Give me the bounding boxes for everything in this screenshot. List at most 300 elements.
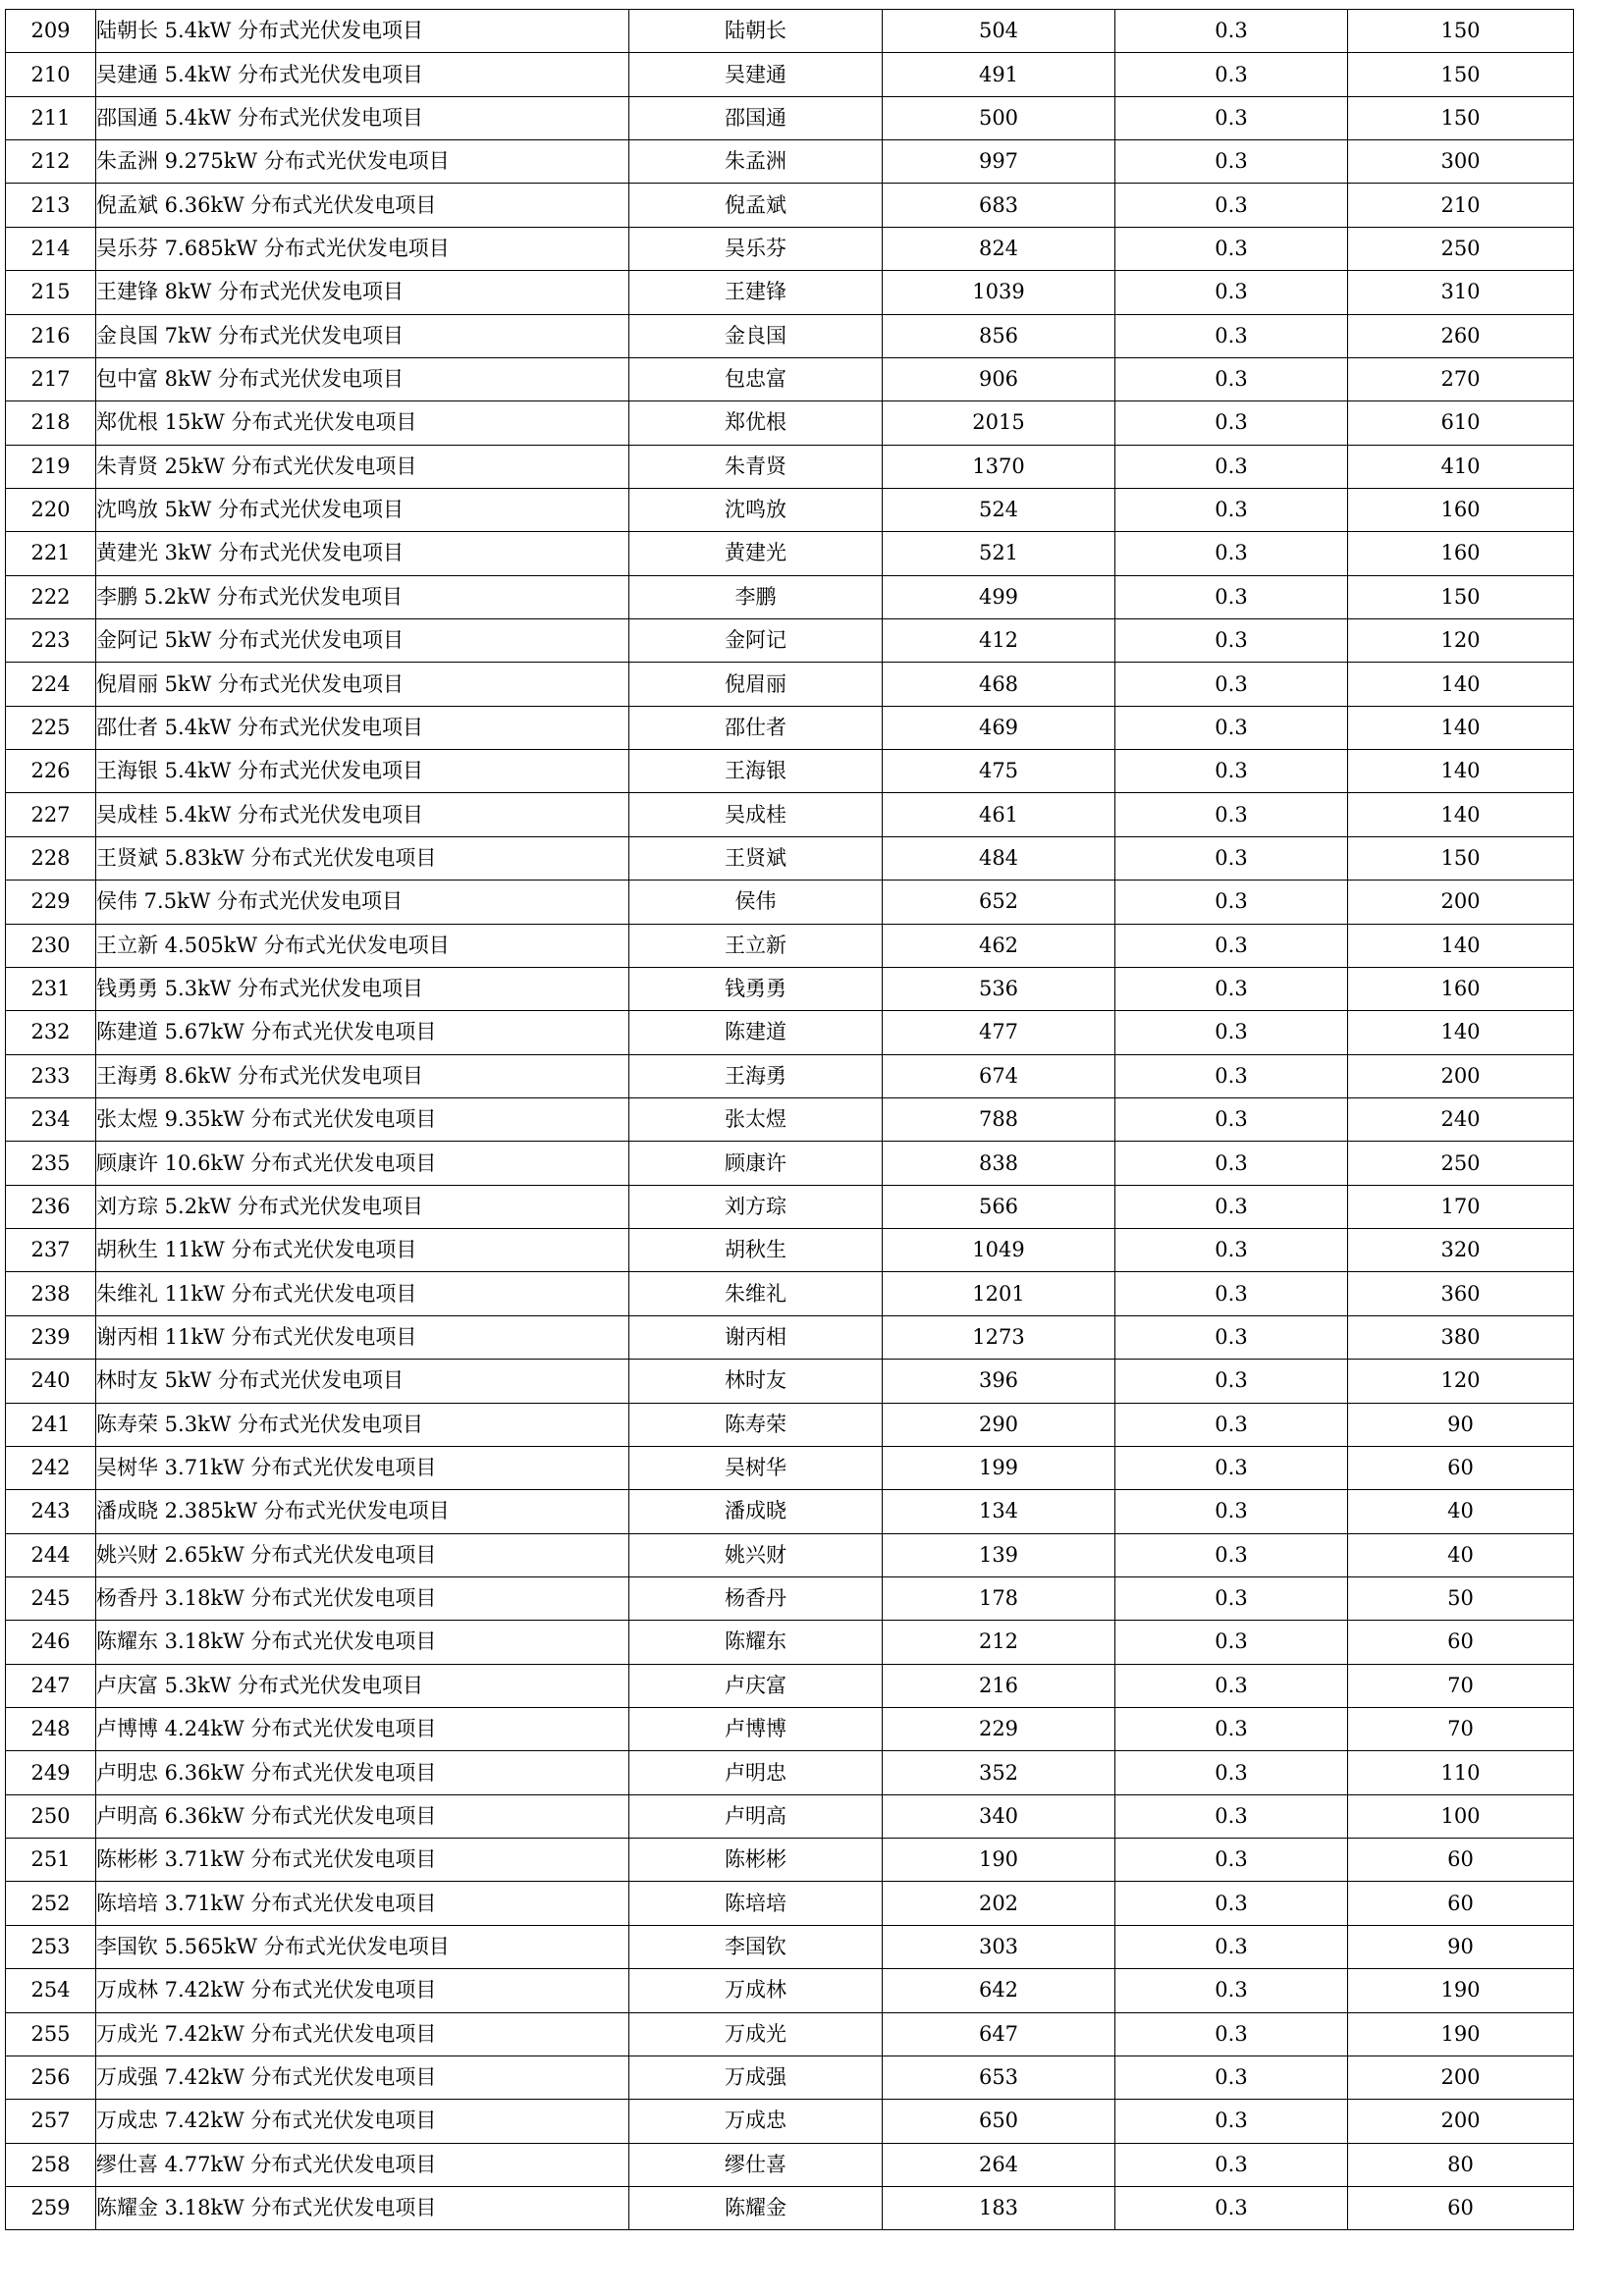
generation-cell: 653 [883,2056,1115,2099]
project-name-cell: 陈耀金 3.18kW 分布式光伏发电项目 [96,2186,629,2229]
rate-cell: 0.3 [1115,1533,1348,1576]
generation-cell: 997 [883,140,1115,184]
amount-cell: 300 [1348,140,1574,184]
table-row [6,1533,1574,1576]
row-number-cell: 218 [6,401,96,445]
row-number-cell: 254 [6,1969,96,2012]
project-name-cell: 李鹏 5.2kW 分布式光伏发电项目 [96,575,629,618]
amount-cell: 260 [1348,314,1574,357]
row-number-cell: 241 [6,1403,96,1446]
amount-cell: 250 [1348,227,1574,270]
row-number-cell: 240 [6,1360,96,1403]
generation-cell: 652 [883,881,1115,924]
amount-cell: 90 [1348,1925,1574,1968]
rate-cell: 0.3 [1115,881,1348,924]
owner-name-cell: 王海银 [629,750,883,793]
owner-name-cell: 钱勇勇 [629,967,883,1010]
project-name-cell: 缪仕喜 4.77kW 分布式光伏发电项目 [96,2143,629,2186]
generation-cell: 1201 [883,1272,1115,1315]
row-number-cell: 249 [6,1751,96,1794]
rate-cell: 0.3 [1115,1185,1348,1228]
generation-cell: 683 [883,184,1115,227]
rate-cell: 0.3 [1115,1490,1348,1533]
generation-cell: 838 [883,1142,1115,1185]
owner-name-cell: 刘方琮 [629,1185,883,1228]
table-row [6,184,1574,227]
generation-cell: 499 [883,575,1115,618]
project-name-cell: 王建锋 8kW 分布式光伏发电项目 [96,271,629,314]
table-row [6,1011,1574,1054]
table-row [6,2143,1574,2186]
project-name-cell: 侯伟 7.5kW 分布式光伏发电项目 [96,881,629,924]
generation-cell: 290 [883,1403,1115,1446]
owner-name-cell: 王贤斌 [629,836,883,880]
amount-cell: 200 [1348,1054,1574,1097]
project-name-cell: 顾康许 10.6kW 分布式光伏发电项目 [96,1142,629,1185]
table-row [6,53,1574,96]
table-row [6,1882,1574,1925]
rate-cell: 0.3 [1115,967,1348,1010]
amount-cell: 360 [1348,1272,1574,1315]
generation-cell: 500 [883,96,1115,139]
table-row [6,445,1574,488]
row-number-cell: 232 [6,1011,96,1054]
table-row [6,2100,1574,2143]
owner-name-cell: 万成忠 [629,2100,883,2143]
row-number-cell: 233 [6,1054,96,1097]
amount-cell: 380 [1348,1315,1574,1359]
rate-cell: 0.3 [1115,619,1348,663]
rate-cell: 0.3 [1115,1142,1348,1185]
generation-cell: 396 [883,1360,1115,1403]
project-name-cell: 潘成晓 2.385kW 分布式光伏发电项目 [96,1490,629,1533]
amount-cell: 70 [1348,1708,1574,1751]
amount-cell: 270 [1348,357,1574,400]
generation-cell: 303 [883,1925,1115,1968]
owner-name-cell: 卢庆富 [629,1664,883,1707]
row-number-cell: 216 [6,314,96,357]
amount-cell: 310 [1348,271,1574,314]
amount-cell: 50 [1348,1576,1574,1620]
owner-name-cell: 倪孟斌 [629,184,883,227]
table-row [6,1576,1574,1620]
rate-cell: 0.3 [1115,1664,1348,1707]
owner-name-cell: 王立新 [629,924,883,967]
owner-name-cell: 张太煜 [629,1097,883,1141]
row-number-cell: 235 [6,1142,96,1185]
rate-cell: 0.3 [1115,706,1348,749]
row-number-cell: 239 [6,1315,96,1359]
row-number-cell: 242 [6,1446,96,1489]
amount-cell: 240 [1348,1097,1574,1141]
owner-name-cell: 王海勇 [629,1054,883,1097]
project-name-cell: 朱孟洲 9.275kW 分布式光伏发电项目 [96,140,629,184]
project-name-cell: 王海银 5.4kW 分布式光伏发电项目 [96,750,629,793]
amount-cell: 140 [1348,750,1574,793]
rate-cell: 0.3 [1115,184,1348,227]
generation-cell: 788 [883,1097,1115,1141]
table-row [6,1969,1574,2012]
project-name-cell: 倪孟斌 6.36kW 分布式光伏发电项目 [96,184,629,227]
amount-cell: 160 [1348,532,1574,575]
project-name-cell: 卢庆富 5.3kW 分布式光伏发电项目 [96,1664,629,1707]
owner-name-cell: 杨香丹 [629,1576,883,1620]
rate-cell: 0.3 [1115,1054,1348,1097]
project-name-cell: 杨香丹 3.18kW 分布式光伏发电项目 [96,1576,629,1620]
owner-name-cell: 李鹏 [629,575,883,618]
amount-cell: 160 [1348,488,1574,531]
project-name-cell: 金阿记 5kW 分布式光伏发电项目 [96,619,629,663]
table-row [6,663,1574,706]
amount-cell: 410 [1348,445,1574,488]
project-name-cell: 陆朝长 5.4kW 分布式光伏发电项目 [96,10,629,53]
row-number-cell: 259 [6,2186,96,2229]
rate-cell: 0.3 [1115,96,1348,139]
project-name-cell: 包中富 8kW 分布式光伏发电项目 [96,357,629,400]
amount-cell: 90 [1348,1403,1574,1446]
project-name-cell: 朱青贤 25kW 分布式光伏发电项目 [96,445,629,488]
rate-cell: 0.3 [1115,2186,1348,2229]
table-row [6,619,1574,663]
amount-cell: 160 [1348,967,1574,1010]
owner-name-cell: 吴成桂 [629,793,883,836]
amount-cell: 190 [1348,2012,1574,2056]
table-row [6,2186,1574,2229]
project-name-cell: 卢明高 6.36kW 分布式光伏发电项目 [96,1794,629,1838]
owner-name-cell: 缪仕喜 [629,2143,883,2186]
project-name-cell: 吴建通 5.4kW 分布式光伏发电项目 [96,53,629,96]
owner-name-cell: 李国钦 [629,1925,883,1968]
table-body [6,10,1574,2230]
amount-cell: 110 [1348,1751,1574,1794]
owner-name-cell: 陈耀金 [629,2186,883,2229]
project-name-cell: 沈鸣放 5kW 分布式光伏发电项目 [96,488,629,531]
amount-cell: 190 [1348,1969,1574,2012]
generation-cell: 1049 [883,1229,1115,1272]
generation-cell: 183 [883,2186,1115,2229]
owner-name-cell: 吴乐芬 [629,227,883,270]
generation-cell: 642 [883,1969,1115,2012]
row-number-cell: 219 [6,445,96,488]
owner-name-cell: 陈寿荣 [629,1403,883,1446]
owner-name-cell: 侯伟 [629,881,883,924]
generation-cell: 566 [883,1185,1115,1228]
amount-cell: 70 [1348,1664,1574,1707]
generation-cell: 477 [883,1011,1115,1054]
rate-cell: 0.3 [1115,2100,1348,2143]
row-number-cell: 238 [6,1272,96,1315]
generation-cell: 468 [883,663,1115,706]
generation-cell: 264 [883,2143,1115,2186]
owner-name-cell: 林时友 [629,1360,883,1403]
project-name-cell: 卢博博 4.24kW 分布式光伏发电项目 [96,1708,629,1751]
generation-cell: 412 [883,619,1115,663]
amount-cell: 60 [1348,2186,1574,2229]
amount-cell: 120 [1348,619,1574,663]
rate-cell: 0.3 [1115,1969,1348,2012]
table-row [6,1142,1574,1185]
project-name-cell: 李国钦 5.565kW 分布式光伏发电项目 [96,1925,629,1968]
rate-cell: 0.3 [1115,793,1348,836]
project-name-cell: 万成林 7.42kW 分布式光伏发电项目 [96,1969,629,2012]
project-name-cell: 陈彬彬 3.71kW 分布式光伏发电项目 [96,1839,629,1882]
generation-cell: 202 [883,1882,1115,1925]
generation-cell: 139 [883,1533,1115,1576]
rate-cell: 0.3 [1115,1882,1348,1925]
table-row [6,1185,1574,1228]
rate-cell: 0.3 [1115,1315,1348,1359]
rate-cell: 0.3 [1115,1097,1348,1141]
amount-cell: 140 [1348,793,1574,836]
generation-cell: 647 [883,2012,1115,2056]
generation-cell: 484 [883,836,1115,880]
owner-name-cell: 陈耀东 [629,1621,883,1664]
rate-cell: 0.3 [1115,10,1348,53]
project-name-cell: 吴成桂 5.4kW 分布式光伏发电项目 [96,793,629,836]
owner-name-cell: 包忠富 [629,357,883,400]
table-row [6,967,1574,1010]
amount-cell: 140 [1348,706,1574,749]
generation-cell: 340 [883,1794,1115,1838]
row-number-cell: 223 [6,619,96,663]
generation-cell: 824 [883,227,1115,270]
amount-cell: 60 [1348,1882,1574,1925]
rate-cell: 0.3 [1115,1229,1348,1272]
owner-name-cell: 卢明高 [629,1794,883,1838]
owner-name-cell: 郑优根 [629,401,883,445]
owner-name-cell: 金良国 [629,314,883,357]
generation-cell: 134 [883,1490,1115,1533]
row-number-cell: 236 [6,1185,96,1228]
owner-name-cell: 倪眉丽 [629,663,883,706]
row-number-cell: 213 [6,184,96,227]
rate-cell: 0.3 [1115,1708,1348,1751]
table-row [6,271,1574,314]
project-name-cell: 金良国 7kW 分布式光伏发电项目 [96,314,629,357]
owner-name-cell: 顾康许 [629,1142,883,1185]
project-name-cell: 万成强 7.42kW 分布式光伏发电项目 [96,2056,629,2099]
table-row [6,1751,1574,1794]
table-row [6,1229,1574,1272]
generation-cell: 491 [883,53,1115,96]
generation-cell: 650 [883,2100,1115,2143]
amount-cell: 140 [1348,924,1574,967]
row-number-cell: 209 [6,10,96,53]
owner-name-cell: 邵仕者 [629,706,883,749]
table-row [6,227,1574,270]
table-row [6,2056,1574,2099]
amount-cell: 200 [1348,2056,1574,2099]
table-row [6,140,1574,184]
amount-cell: 150 [1348,10,1574,53]
amount-cell: 40 [1348,1533,1574,1576]
project-name-cell: 陈培培 3.71kW 分布式光伏发电项目 [96,1882,629,1925]
table-row [6,532,1574,575]
owner-name-cell: 万成林 [629,1969,883,2012]
project-name-cell: 郑优根 15kW 分布式光伏发电项目 [96,401,629,445]
table-row [6,1097,1574,1141]
row-number-cell: 258 [6,2143,96,2186]
table-row [6,706,1574,749]
owner-name-cell: 吴树华 [629,1446,883,1489]
table-row [6,575,1574,618]
table-row [6,793,1574,836]
row-number-cell: 243 [6,1490,96,1533]
row-number-cell: 212 [6,140,96,184]
row-number-cell: 251 [6,1839,96,1882]
row-number-cell: 237 [6,1229,96,1272]
rate-cell: 0.3 [1115,1576,1348,1620]
amount-cell: 60 [1348,1621,1574,1664]
owner-name-cell: 朱青贤 [629,445,883,488]
row-number-cell: 215 [6,271,96,314]
amount-cell: 140 [1348,663,1574,706]
project-name-cell: 吴树华 3.71kW 分布式光伏发电项目 [96,1446,629,1489]
table-row [6,1708,1574,1751]
subsidy-table [5,9,1574,2230]
row-number-cell: 226 [6,750,96,793]
rate-cell: 0.3 [1115,227,1348,270]
owner-name-cell: 卢明忠 [629,1751,883,1794]
row-number-cell: 217 [6,357,96,400]
table-row [6,1664,1574,1707]
project-name-cell: 朱维礼 11kW 分布式光伏发电项目 [96,1272,629,1315]
owner-name-cell: 邵国通 [629,96,883,139]
project-name-cell: 吴乐芬 7.685kW 分布式光伏发电项目 [96,227,629,270]
rate-cell: 0.3 [1115,750,1348,793]
amount-cell: 150 [1348,53,1574,96]
amount-cell: 170 [1348,1185,1574,1228]
project-name-cell: 胡秋生 11kW 分布式光伏发电项目 [96,1229,629,1272]
table-row [6,488,1574,531]
rate-cell: 0.3 [1115,1446,1348,1489]
row-number-cell: 231 [6,967,96,1010]
rate-cell: 0.3 [1115,357,1348,400]
table-row [6,1360,1574,1403]
amount-cell: 120 [1348,1360,1574,1403]
table-row [6,881,1574,924]
owner-name-cell: 万成强 [629,2056,883,2099]
table-row [6,924,1574,967]
generation-cell: 212 [883,1621,1115,1664]
table-row [6,1839,1574,1882]
rate-cell: 0.3 [1115,575,1348,618]
table-row [6,750,1574,793]
rate-cell: 0.3 [1115,53,1348,96]
amount-cell: 60 [1348,1839,1574,1882]
rate-cell: 0.3 [1115,314,1348,357]
table-row [6,314,1574,357]
amount-cell: 40 [1348,1490,1574,1533]
rate-cell: 0.3 [1115,271,1348,314]
rate-cell: 0.3 [1115,2012,1348,2056]
generation-cell: 475 [883,750,1115,793]
row-number-cell: 248 [6,1708,96,1751]
table-row [6,836,1574,880]
row-number-cell: 220 [6,488,96,531]
generation-cell: 1370 [883,445,1115,488]
rate-cell: 0.3 [1115,140,1348,184]
rate-cell: 0.3 [1115,1925,1348,1968]
project-name-cell: 万成光 7.42kW 分布式光伏发电项目 [96,2012,629,2056]
row-number-cell: 257 [6,2100,96,2143]
owner-name-cell: 陈培培 [629,1882,883,1925]
rate-cell: 0.3 [1115,445,1348,488]
generation-cell: 352 [883,1751,1115,1794]
amount-cell: 200 [1348,881,1574,924]
owner-name-cell: 陈彬彬 [629,1839,883,1882]
rate-cell: 0.3 [1115,1751,1348,1794]
owner-name-cell: 姚兴财 [629,1533,883,1576]
project-name-cell: 钱勇勇 5.3kW 分布式光伏发电项目 [96,967,629,1010]
table-row [6,1925,1574,1968]
amount-cell: 80 [1348,2143,1574,2186]
amount-cell: 200 [1348,2100,1574,2143]
row-number-cell: 245 [6,1576,96,1620]
amount-cell: 100 [1348,1794,1574,1838]
amount-cell: 140 [1348,1011,1574,1054]
amount-cell: 150 [1348,96,1574,139]
rate-cell: 0.3 [1115,2056,1348,2099]
row-number-cell: 246 [6,1621,96,1664]
row-number-cell: 250 [6,1794,96,1838]
row-number-cell: 234 [6,1097,96,1141]
table-row [6,357,1574,400]
owner-name-cell: 金阿记 [629,619,883,663]
project-name-cell: 万成忠 7.42kW 分布式光伏发电项目 [96,2100,629,2143]
project-name-cell: 陈建道 5.67kW 分布式光伏发电项目 [96,1011,629,1054]
rate-cell: 0.3 [1115,1839,1348,1882]
project-name-cell: 黄建光 3kW 分布式光伏发电项目 [96,532,629,575]
owner-name-cell: 万成光 [629,2012,883,2056]
generation-cell: 1273 [883,1315,1115,1359]
table-row [6,1272,1574,1315]
row-number-cell: 214 [6,227,96,270]
row-number-cell: 229 [6,881,96,924]
generation-cell: 229 [883,1708,1115,1751]
owner-name-cell: 沈鸣放 [629,488,883,531]
project-name-cell: 陈耀东 3.18kW 分布式光伏发电项目 [96,1621,629,1664]
table-row [6,1490,1574,1533]
owner-name-cell: 卢博博 [629,1708,883,1751]
rate-cell: 0.3 [1115,1011,1348,1054]
row-number-cell: 230 [6,924,96,967]
table-row [6,1403,1574,1446]
project-name-cell: 张太煜 9.35kW 分布式光伏发电项目 [96,1097,629,1141]
project-name-cell: 倪眉丽 5kW 分布式光伏发电项目 [96,663,629,706]
project-name-cell: 王立新 4.505kW 分布式光伏发电项目 [96,924,629,967]
owner-name-cell: 胡秋生 [629,1229,883,1272]
generation-cell: 461 [883,793,1115,836]
amount-cell: 250 [1348,1142,1574,1185]
row-number-cell: 252 [6,1882,96,1925]
generation-cell: 462 [883,924,1115,967]
project-name-cell: 陈寿荣 5.3kW 分布式光伏发电项目 [96,1403,629,1446]
rate-cell: 0.3 [1115,532,1348,575]
table-row [6,96,1574,139]
row-number-cell: 256 [6,2056,96,2099]
rate-cell: 0.3 [1115,488,1348,531]
row-number-cell: 255 [6,2012,96,2056]
generation-cell: 199 [883,1446,1115,1489]
table-row [6,1315,1574,1359]
rate-cell: 0.3 [1115,1403,1348,1446]
project-name-cell: 林时友 5kW 分布式光伏发电项目 [96,1360,629,1403]
generation-cell: 906 [883,357,1115,400]
project-name-cell: 刘方琮 5.2kW 分布式光伏发电项目 [96,1185,629,1228]
owner-name-cell: 朱维礼 [629,1272,883,1315]
generation-cell: 2015 [883,401,1115,445]
